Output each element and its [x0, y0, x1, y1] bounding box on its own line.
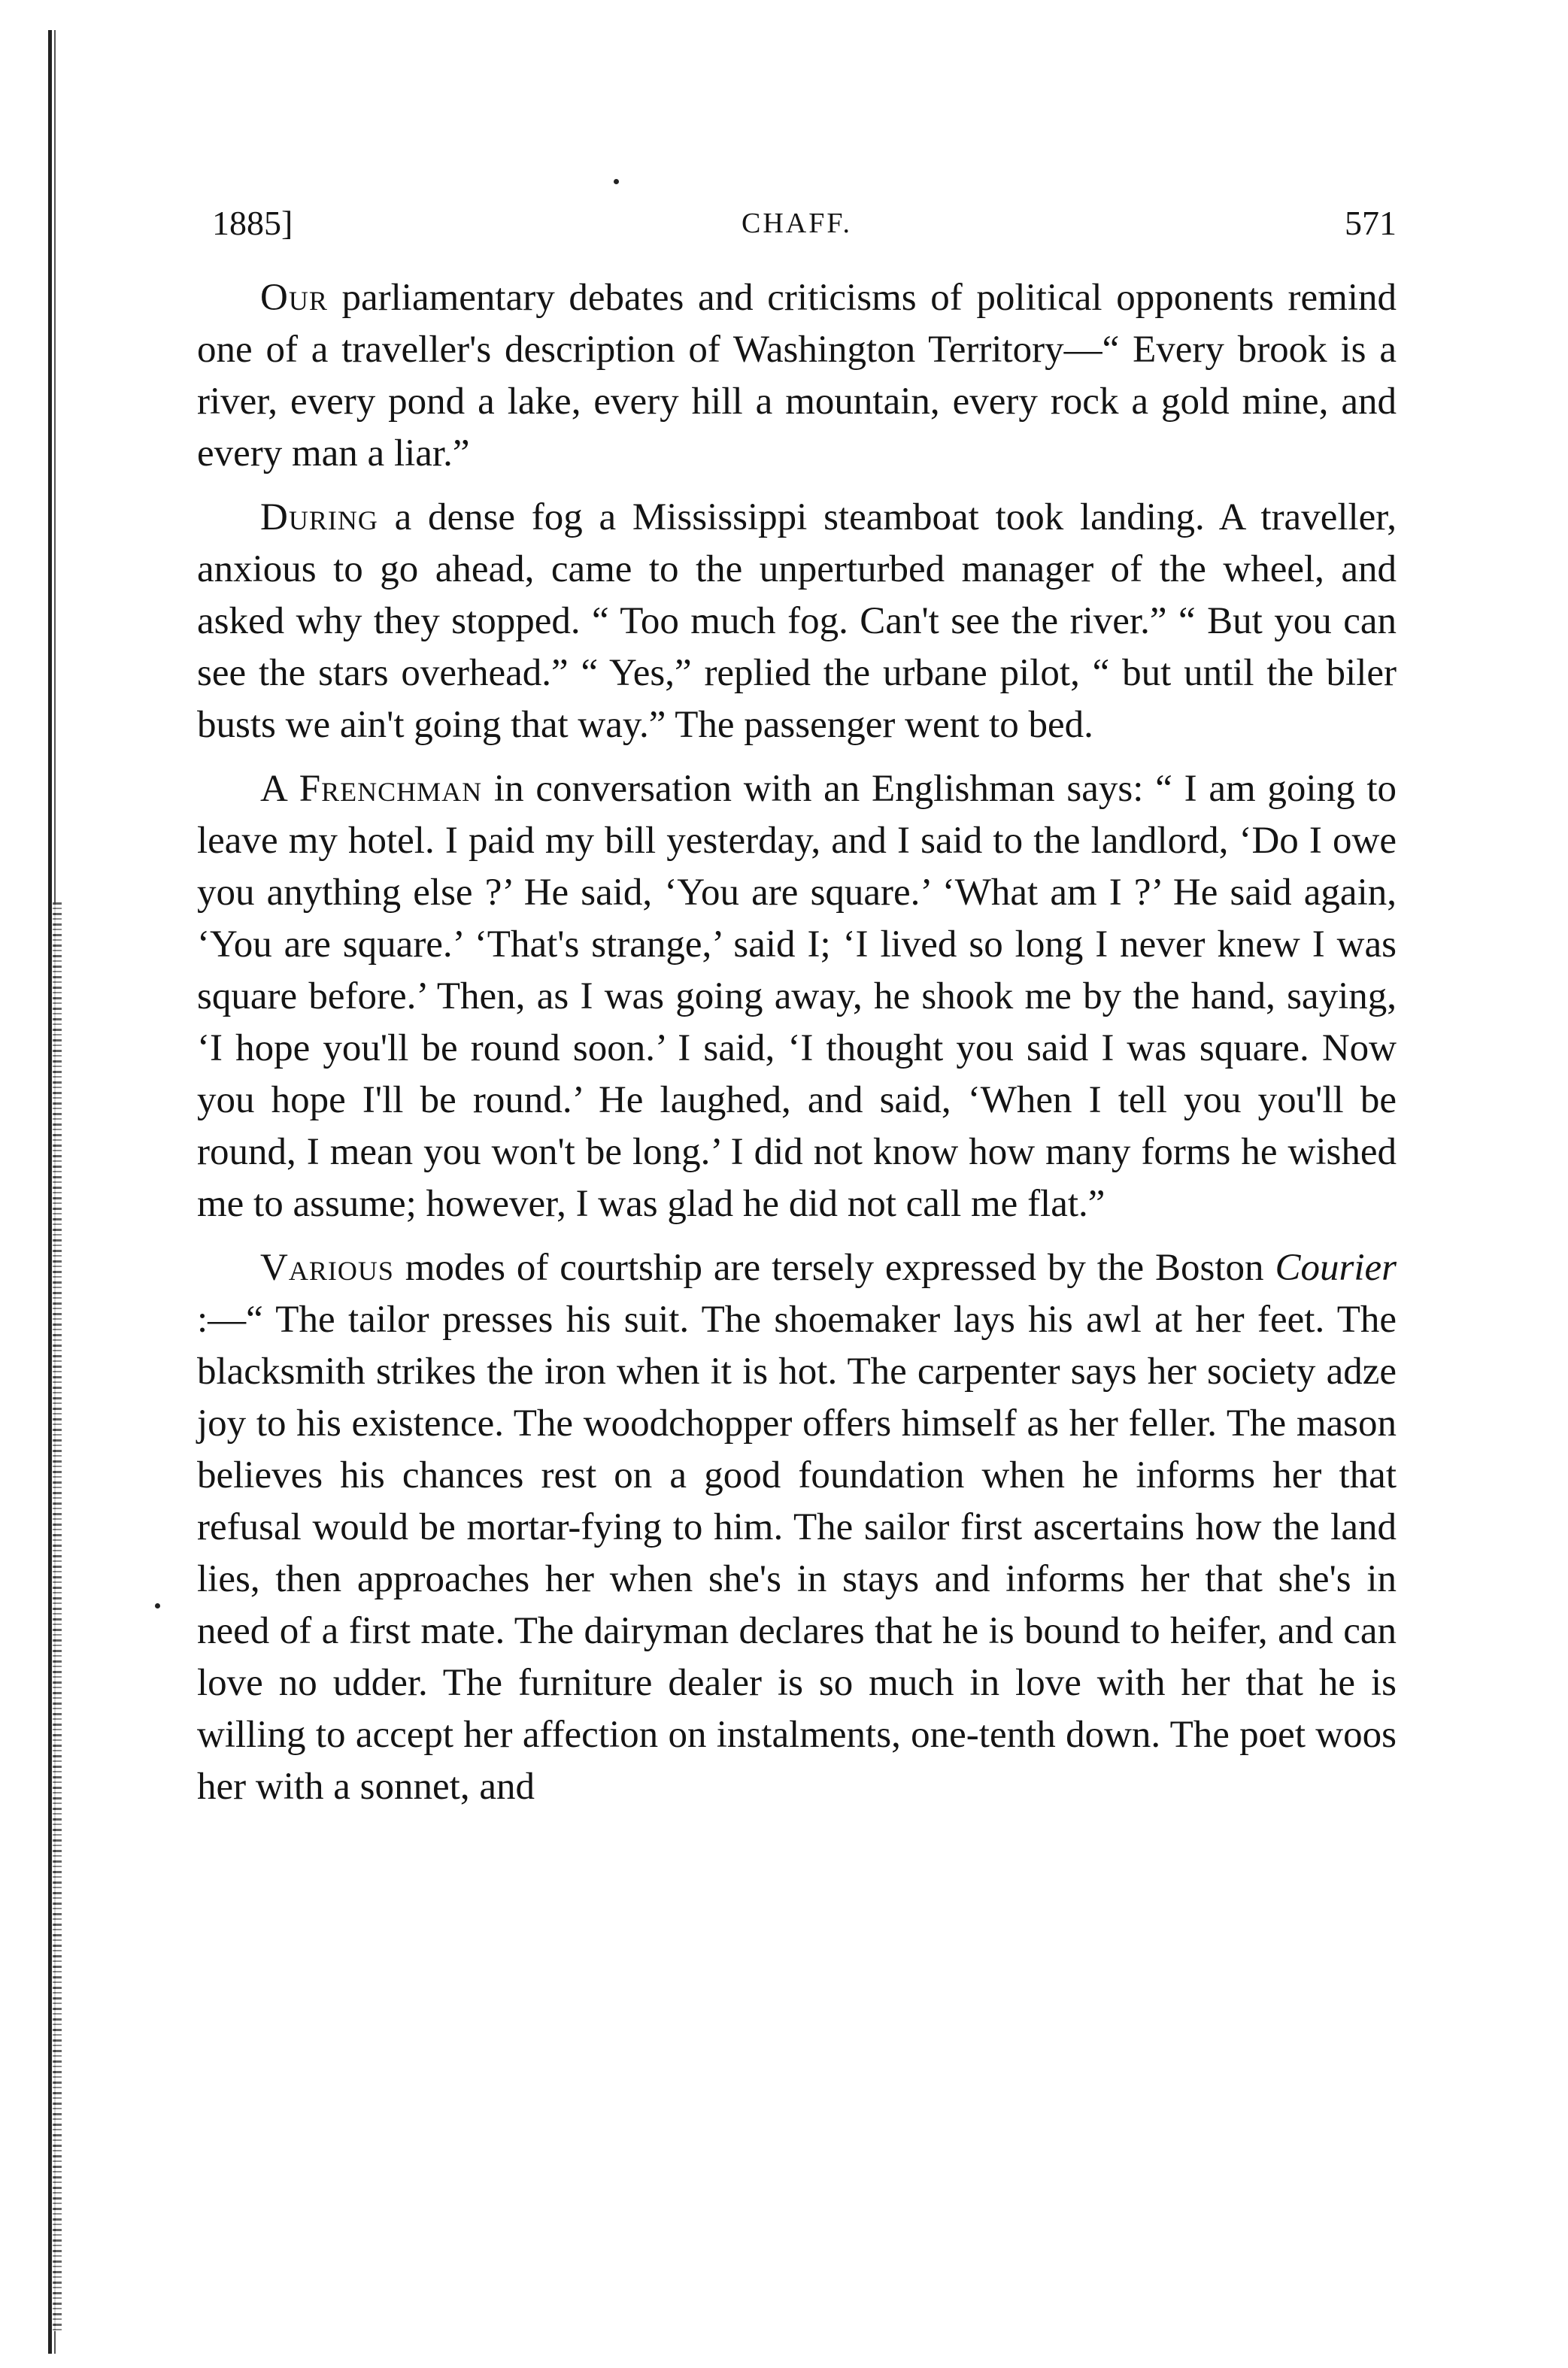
paragraph-text: in conversation with an Englishman says: “ I am going to leave my hotel. I paid my bill yesterday, and I said to the landlord, ‘Do I owe you anything else ?’ He said, ‘You are square.’ ‘What am I ?’ He said again, ‘You are square.’ ‘That's strange,’ said I; ‘I lived so long I never knew I was square before.’ Then, as I was going away, he shook me by the hand, saying, ‘I hope you'll be round soon.’ I said, ‘I thought you said I was square. Now you hope I'll be round.’ He laughed, and said, ‘When I tell you you'll be round, I mean you won't be long.’ I did not know how many forms he wished me to assume; however, I was glad he did not call me flat.” [197, 768, 1397, 1225]
binding-shadow [53, 902, 62, 2331]
paragraph-courtship [197, 1242, 1397, 1813]
paragraph-lead: Our [260, 277, 328, 319]
running-header [197, 197, 1397, 250]
book-page [197, 197, 1397, 1813]
page-body [197, 272, 1397, 1813]
paragraph-text-before: modes of courtship are tersely expressed by the Boston [393, 1247, 1275, 1289]
print-speck [614, 179, 619, 184]
header-year: 1885] [212, 204, 293, 242]
newspaper-title: Courier [1275, 1247, 1397, 1289]
paragraph-frenchman [197, 763, 1397, 1230]
margin-speck [155, 1603, 160, 1608]
paragraph-parliamentary [197, 272, 1397, 480]
paragraph-lead: A Frenchman [260, 768, 483, 810]
paragraph-lead: Various [260, 1247, 394, 1289]
paragraph-steamboat [197, 492, 1397, 751]
paragraph-lead: During [260, 496, 378, 538]
paragraph-text: parliamentary debates and criticisms of political opponents remind one of a traveller's description of Washington Territory—“ Every brook is a river, every pond a lake, every hill a mountain, every rock a gold mine, and every man a liar.” [197, 277, 1397, 475]
paragraph-text: :—“ The tailor presses his suit. The shoemaker lays his awl at her feet. The blacksmith strikes the iron when it is hot. The carpenter says her society adze joy to his existence. The woodchopper offers himself as her feller. The mason believes his chances rest on a good foundation when he informs her that refusal would be mortar-fying to him. The sailor first ascertains how the land lies, then approaches her when she's in stays and informs her that she's in need of a first mate. The dairyman declares that he is bound to heifer, and can love no udder. The furniture dealer is so much in love with her that he is willing to accept her affection on instalments, one-tenth down. The poet woos her with a sonnet, and [197, 1299, 1397, 1808]
page-number: 571 [1345, 204, 1397, 242]
paragraph-text: a dense fog a Mississippi steamboat took landing. A traveller, anxious to go ahead, came to the unperturbed manager of the wheel, and asked why they stopped. “ Too much fog. Can't see the river.” “ But you can see the stars overhead.” “ Yes,” replied the urbane pilot, “ but until the biler busts we ain't going that way.” The passenger went to bed. [197, 496, 1397, 746]
header-title: CHAFF. [742, 208, 852, 239]
